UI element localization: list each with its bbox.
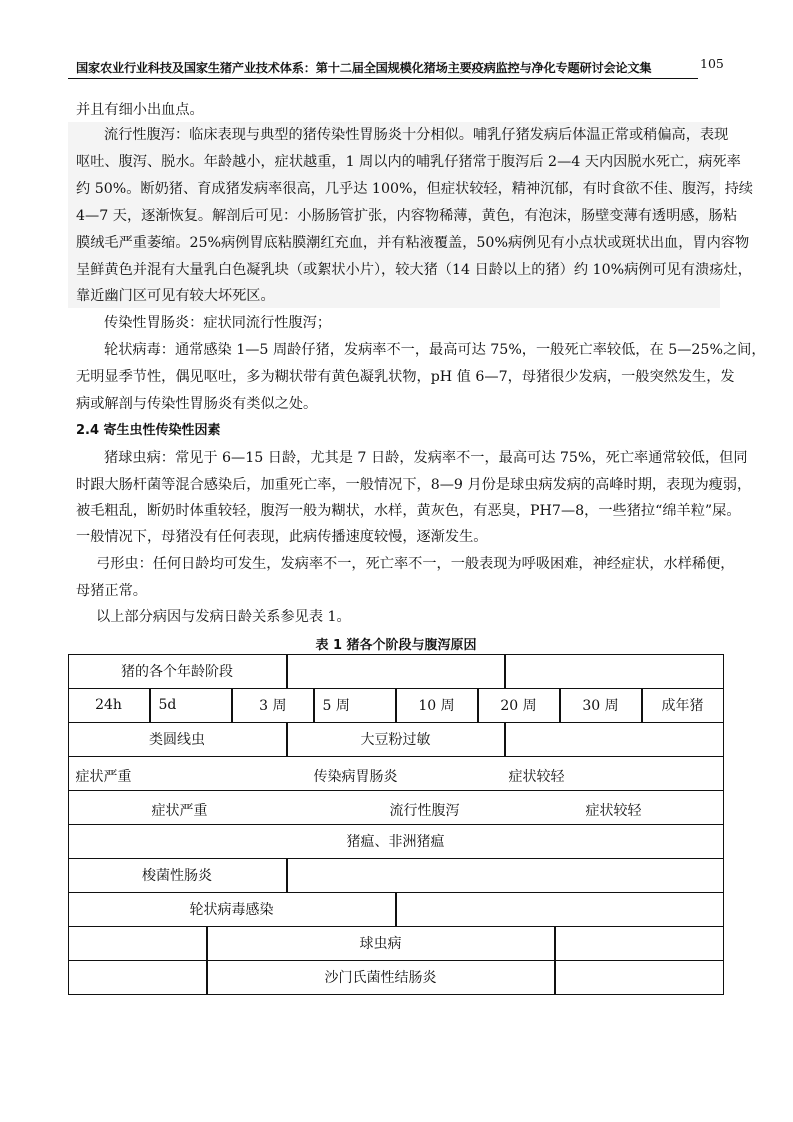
table-cell-age: 5 周	[314, 688, 396, 723]
table-cell-empty	[505, 654, 724, 689]
intro-line: 并且有细小出血点。	[76, 102, 204, 118]
table-cell-swine-fever: 猪瘟、非洲猪瘟	[68, 824, 724, 859]
table-caption: 表 1 猪各个阶段与腹泻原因	[315, 638, 477, 653]
table-cell-age: 10 周	[396, 688, 478, 723]
table-cell-salmonella: 沙门氏菌性结肠炎	[207, 960, 555, 995]
toxoplasma-line: 弓形虫：任何日龄均可发生，发病率不一，死亡率不一，一般表现为呼吸困难，神经症状，水样稀便，	[96, 556, 735, 572]
ped-line: 4—7 天，逐渐恢复。解剖后可见：小肠肠管扩张，内容物稀薄，黄色，有泡沫，肠壁变薄有透明感，肠粘	[76, 208, 738, 224]
table-cell-empty	[68, 960, 207, 995]
severity-severe: 症状严重	[75, 768, 132, 785]
running-header: 国家农业行业科技及国家生猪产业技术体系：第十二届全国规模化猪场主要疫病监控与净化专题研讨会论文集	[76, 61, 652, 75]
table-cell-empty	[68, 926, 207, 961]
section-heading: 2.4 寄生虫性传染性因素	[76, 423, 221, 438]
table-row-tge	[68, 756, 724, 791]
table-cell-age-header: 猪的各个年龄阶段	[68, 654, 287, 689]
ped-line: 膜绒毛严重萎缩。25%病例胃底粘膜潮红充血，并有粘液覆盖，50%病例见有小点状或斑状出血，胃内容物	[76, 235, 750, 251]
table-row-ped	[68, 790, 724, 825]
disease-name: 流行性腹泻	[389, 802, 460, 819]
table-cell-age: 30 周	[560, 688, 642, 723]
table-reference: 以上部分病因与发病日龄关系参见表 1。	[96, 609, 351, 625]
table-cell-rotavirus: 轮状病毒感染	[68, 892, 396, 927]
table-cell-age: 24h	[68, 688, 150, 723]
ped-line: 呕吐、腹泻、脱水。年龄越小，症状越重，1 周以内的哺乳仔猪常于腹泻后 2—4 天内因脱水死亡，病死率	[76, 154, 741, 170]
table-cell-empty	[287, 654, 505, 689]
table-cell-empty	[505, 722, 724, 757]
table-cell-age: 成年猪	[642, 688, 724, 723]
tge-line: 传染性胃肠炎：症状同流行性腹泻；	[104, 315, 332, 331]
table-cell-age: 3 周	[232, 688, 314, 723]
table-cell-empty	[555, 926, 724, 961]
ped-line: 约 50%。断奶猪、育成猪发病率很高，几乎达 100%，但症状较轻，精神沉郁，有时食欲不佳、腹泻，持续	[76, 181, 753, 197]
table-cell-empty	[287, 858, 724, 893]
table-cell-soy-allergy: 大豆粉过敏	[287, 722, 505, 757]
table-cell-empty	[555, 960, 724, 995]
coccidiosis-line: 时跟大肠杆菌等混合感染后，加重死亡率，一般情况下，8—9 月份是球虫病发病的高峰时期，表现为瘦弱，	[76, 477, 752, 493]
ped-line: 流行性腹泻：临床表现与典型的猪传染性胃肠炎十分相似。哺乳仔猪发病后体温正常或稍偏高，表现	[104, 127, 729, 143]
table-cell-strongyloides: 类圆线虫	[68, 722, 287, 757]
coccidiosis-line: 猪球虫病：常见于 6—15 日龄，尤其是 7 日龄，发病率不一，最高可达 75%，死亡率通常较低，但同	[104, 450, 748, 466]
table-cell-age: 5d	[150, 688, 232, 723]
rotavirus-line: 病或解剖与传染性胃肠炎有类似之处。	[76, 396, 318, 412]
severity-mild: 症状较轻	[585, 802, 642, 819]
table-cell-coccidiosis: 球虫病	[207, 926, 555, 961]
page-number: 105	[700, 56, 724, 71]
rotavirus-line: 轮状病毒：通常感染 1—5 周龄仔猪，发病率不一，最高可达 75%，一般死亡率较低，在 5—25%之间，	[104, 342, 766, 358]
rotavirus-line: 无明显季节性，偶见呕吐，多为糊状带有黄色凝乳状物，pH 值 6—7，母猪很少发病，一般突然发生，发	[76, 369, 735, 385]
severity-mild: 症状较轻	[508, 768, 565, 785]
table-cell-clostridial: 梭菌性肠炎	[68, 858, 287, 893]
severity-severe: 症状严重	[151, 802, 208, 819]
table-cell-empty	[396, 892, 724, 927]
diarrhea-cause-table	[68, 654, 724, 994]
ped-line: 呈鲜黄色并混有大量乳白色凝乳块（或絮状小片），较大猪（14 日龄以上的猪）约 10%病例可见有溃疡灶，	[76, 262, 752, 278]
disease-name: 传染病胃肠炎	[313, 768, 398, 785]
toxoplasma-line: 母猪正常。	[76, 583, 147, 599]
coccidiosis-line: 被毛粗乱，断奶时体重较轻，腹泻一般为糊状，水样，黄灰色，有恶臭，PH7—8，一些猪拉“绵羊粒”屎。	[76, 503, 741, 519]
table-cell-age: 20 周	[478, 688, 560, 723]
header-rule	[68, 78, 698, 79]
ped-line: 靠近幽门区可见有较大坏死区。	[76, 288, 275, 304]
coccidiosis-line: 一般情况下，母猪没有任何表现，此病传播速度较慢，逐渐发生。	[76, 529, 488, 545]
